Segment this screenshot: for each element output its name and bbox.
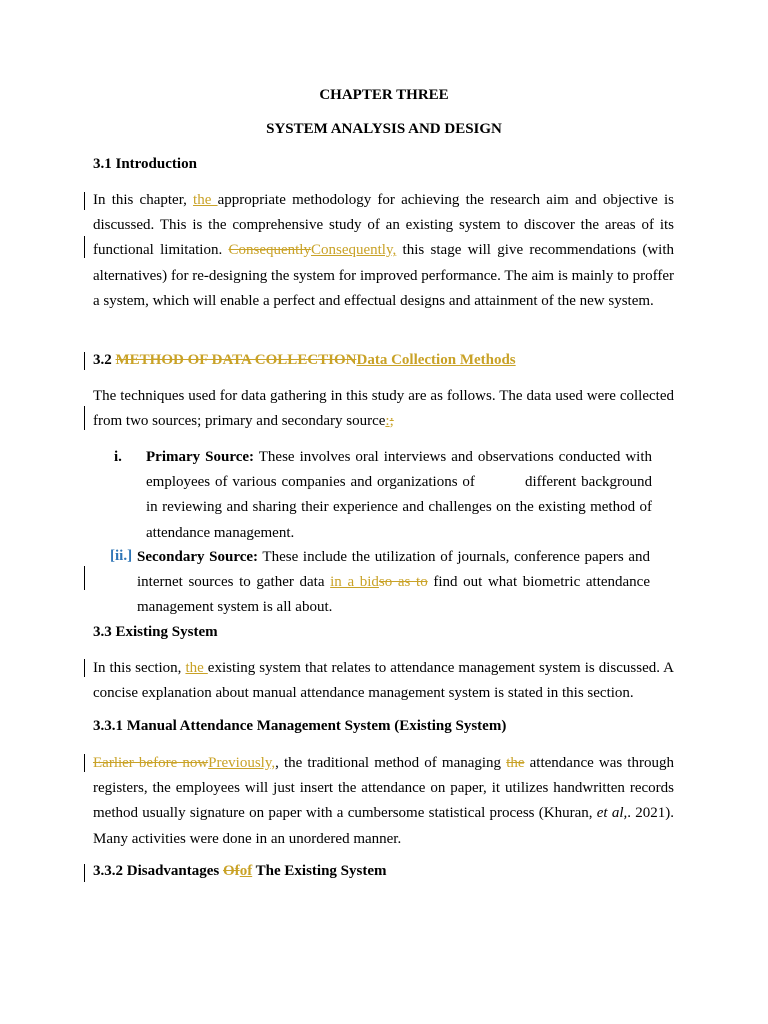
inserted-text: the [185,660,208,676]
text-run: These involves oral interviews and observations conducted with employees of various companies and organizations of [146,449,652,491]
deleted-text: ; [389,413,394,430]
change-bar [84,864,85,882]
list-item-secondary-source [137,545,650,621]
list-item-label: Secondary Source: [137,549,259,565]
inserted-text: of [239,863,253,879]
list-item-primary-source [146,445,652,546]
heading-number: 3.2 [93,352,116,368]
section-3-3-2-heading [93,863,387,880]
text-run: , the traditional method of managing [275,755,507,771]
inserted-text: the [193,192,218,208]
inserted-text: in a bid [330,574,379,591]
change-bar [84,236,85,258]
list-number: i. [114,449,122,465]
change-bar [84,406,85,430]
chapter-title: CHAPTER THREE [319,87,449,103]
text-run: appropriate methodology for achieving the research aim and objective is discussed. This is the comprehensive study of an existing system to discover the areas of its functional limitation. [93,192,675,259]
deleted-text: so as to [378,574,428,591]
deleted-text: Of [223,863,240,879]
existing-system-paragraph [93,656,674,706]
text-run: . 2021). Many activities were done in an unordered manner. [93,805,674,847]
intro-paragraph [93,188,674,314]
text-run: The techniques used for data gathering in this study are as follows. The data used were collected from two sources; primary and secondary source [93,388,674,430]
text-run: attendance was through registers, the employees will just insert the attendance on paper, it utilizes handwritten records method usually signature on paper with a cumbersome statistical process (Khuran, [93,755,674,822]
inserted-text: : [385,413,390,430]
section-3-3-heading: 3.3 Existing System [93,624,218,640]
deleted-text: Consequently [228,242,311,259]
chapter-subtitle: SYSTEM ANALYSIS AND DESIGN [266,121,502,137]
section-3-1-heading: 3.1 Introduction [93,156,197,172]
text-run: 3.3.2 Disadvantages [93,863,224,879]
text-run: existing system that relates to attendance management system is discussed. A concise explanation about manual attendance management system is stated in this section. [93,660,675,702]
text-run: These include the utilization of journals, conference papers and internet sources to gather data [137,549,650,591]
text-run: In this chapter, [93,192,194,208]
change-bar [84,659,85,677]
italic-text: et al, [596,805,628,822]
text-run: In this section, [93,660,186,676]
inserted-text: Previously, [208,755,276,771]
list-number: [ii.] [110,548,133,564]
inserted-text: Consequently, [310,242,397,259]
section-3-3-1-heading: 3.3.1 Manual Attendance Management System (Existing System) [93,718,507,734]
inserted-text: Data Collection Methods [356,352,516,368]
change-bar [84,352,85,370]
text-run: The Existing System [252,863,387,879]
deleted-text: METHOD OF DATA COLLECTION [115,352,357,368]
list-item-label: Primary Source: [146,449,255,465]
section-3-2-heading [93,352,516,369]
text-run: this stage will give recommendations (with alternatives) for re-designing the system for improved performance. The aim is mainly to proffer a system, which will enable a perfect and effectual designs and attainment of the new system. [93,242,674,309]
change-bar [84,566,85,590]
text-run: find out what biometric attendance management system is all about. [137,574,650,616]
deleted-text: the [506,755,525,771]
deleted-text: Earlier before now [93,755,209,771]
manual-attendance-paragraph [93,751,674,852]
data-collection-paragraph [93,384,674,434]
change-bar [84,192,85,210]
change-bar [84,754,85,772]
text-run: different background in reviewing and sharing their experience and challenges on the existing method of attendance management. [146,474,652,541]
